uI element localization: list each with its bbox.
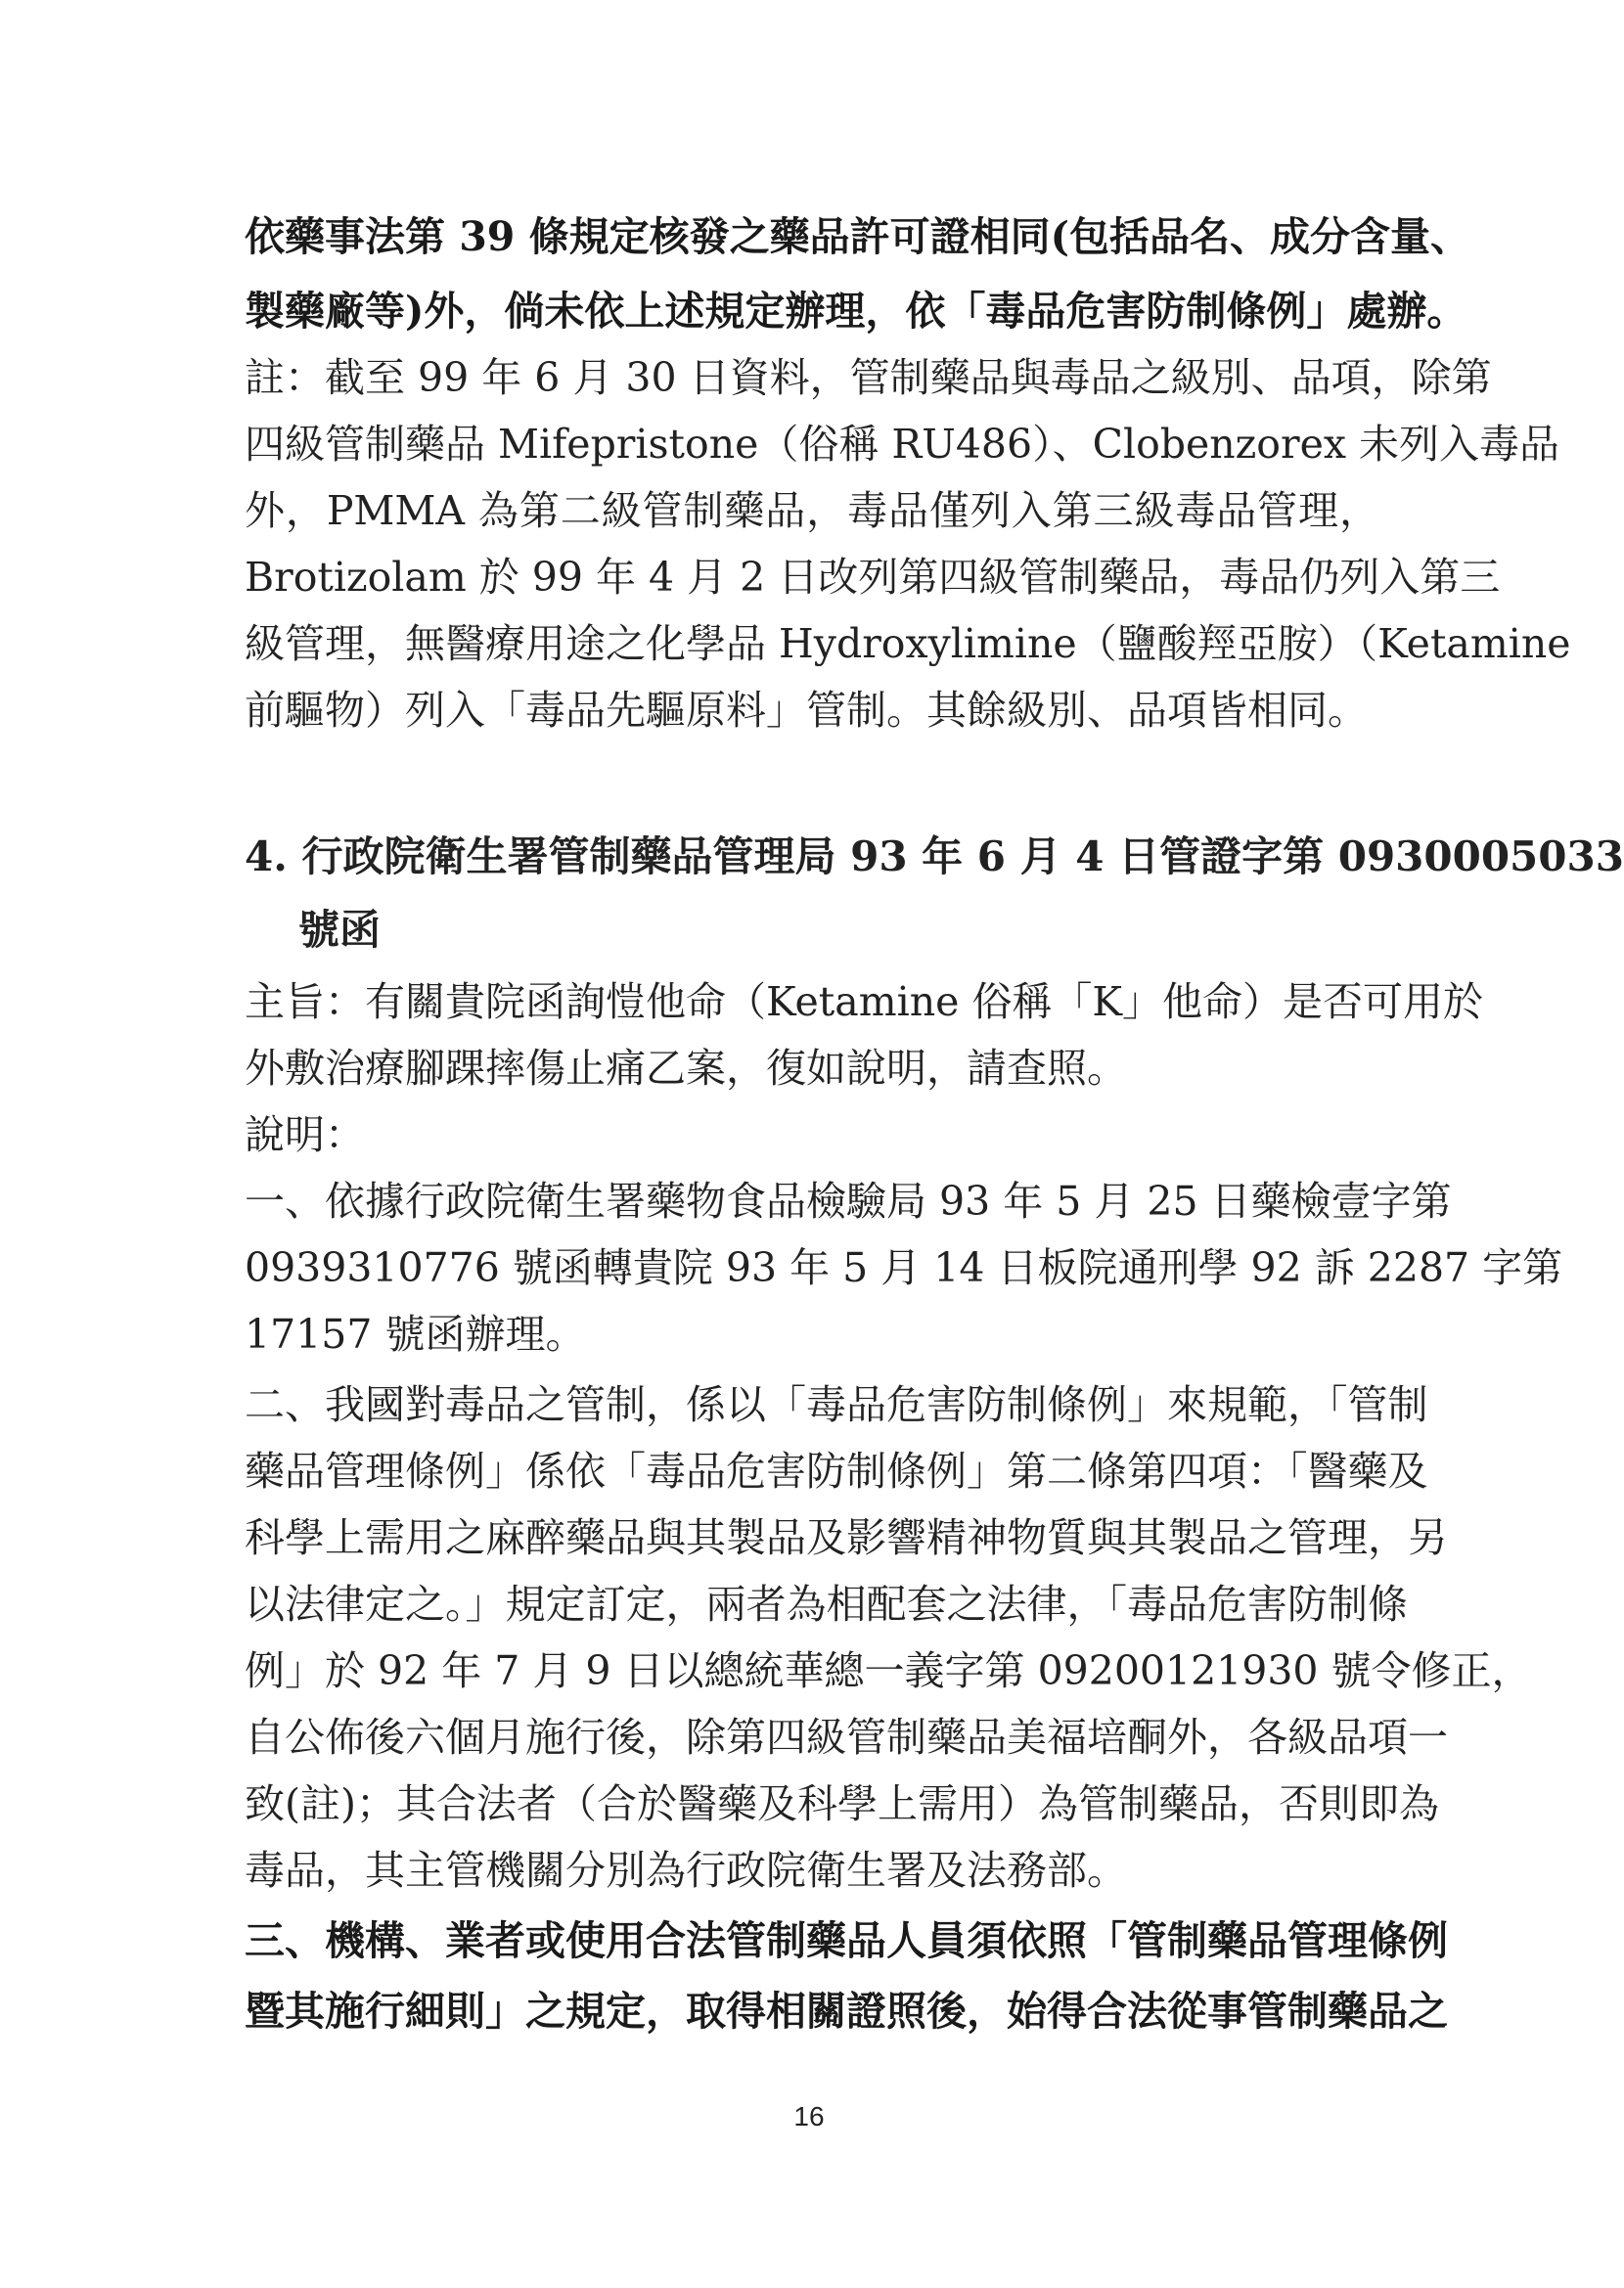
subject-line-1: 主旨：有關貴院函詢愷他命（Ketamine 俗稱「K」他命）是否可用於 [245, 978, 1484, 1025]
note-line-2: 四級管制藥品 Mifepristone（俗稱 RU486）、Clobenzorex 未列入毒品 [245, 421, 1559, 468]
item2-line-7: 致(註)；其合法者（合於醫藥及科學上需用）為管制藥品，否則即為 [245, 1780, 1439, 1827]
item2-line-1: 二、我國對毒品之管制，係以「毒品危害防制條例」來規範，「管制 [245, 1381, 1428, 1428]
item2-line-5: 例」於 92 年 7 月 9 日以總統華總一義字第 09200121930 號令修正， [245, 1647, 1532, 1694]
item3-line-2: 暨其施行細則」之規定，取得相關證照後，始得合法從事管制藥品之 [245, 1988, 1448, 2035]
item1-line-2: 0939310776 號函轉貴院 93 年 5 月 14 日板院通刑學 92 訴 2287 字第 [245, 1244, 1563, 1291]
item1-line-3: 17157 號函辦理。 [245, 1311, 586, 1358]
item3-line-1: 三、機構、業者或使用合法管制藥品人員須依照「管制藥品管理條例 [245, 1917, 1448, 1964]
note-line-3: 外，PMMA 為第二級管制藥品，毒品僅列入第三級毒品管理， [245, 487, 1379, 534]
item2-line-8: 毒品，其主管機關分別為行政院衛生署及法務部。 [245, 1847, 1127, 1894]
item1-line-1: 一、依據行政院衛生署藥物食品檢驗局 93 年 5 月 25 日藥檢壹字第 [245, 1178, 1452, 1225]
note-line-6: 前驅物）列入「毒品先驅原料」管制。其餘級別、品項皆相同。 [245, 687, 1368, 734]
item2-line-2: 藥品管理條例」係依「毒品危害防制條例」第二條第四項：「醫藥及 [245, 1448, 1428, 1495]
item2-line-4: 以法律定之。」規定訂定，兩者為相配套之法律，「毒品危害防制條 [245, 1581, 1408, 1628]
note-line-4: Brotizolam 於 99 年 4 月 2 日改列第四級管制藥品，毒品仍列入第三 [245, 554, 1501, 601]
section-heading-line-1: 4. 行政院衛生署管制藥品管理局 93 年 6 月 4 日管證字第 0930005033 [245, 832, 1624, 880]
intro-line-2: 製藥廠等)外，倘未依上述規定辦理，依「毒品危害防制條例」處辦。 [245, 288, 1467, 335]
note-line-5: 級管理，無醫療用途之化學品 Hydroxylimine（鹽酸羥亞胺）（Ketamine [245, 620, 1571, 667]
item2-line-3: 科學上需用之麻醉藥品與其製品及影響精神物質與其製品之管理，另 [245, 1514, 1448, 1561]
intro-line-1: 依藥事法第 39 條規定核發之藥品許可證相同(包括品名、成分含量、 [245, 213, 1470, 260]
section-heading-line-2: 號函 [298, 906, 382, 954]
subject-line-2: 外敷治療腳踝摔傷止痛乙案，復如說明，請查照。 [245, 1045, 1127, 1092]
page-number: 16 [793, 2101, 825, 2131]
explanation-label: 說明： [245, 1111, 365, 1158]
item2-line-6: 自公佈後六個月施行後，除第四級管制藥品美福培酮外，各級品項一 [245, 1714, 1448, 1761]
note-line-1: 註：截至 99 年 6 月 30 日資料，管制藥品與毒品之級別、品項，除第 [245, 354, 1492, 401]
